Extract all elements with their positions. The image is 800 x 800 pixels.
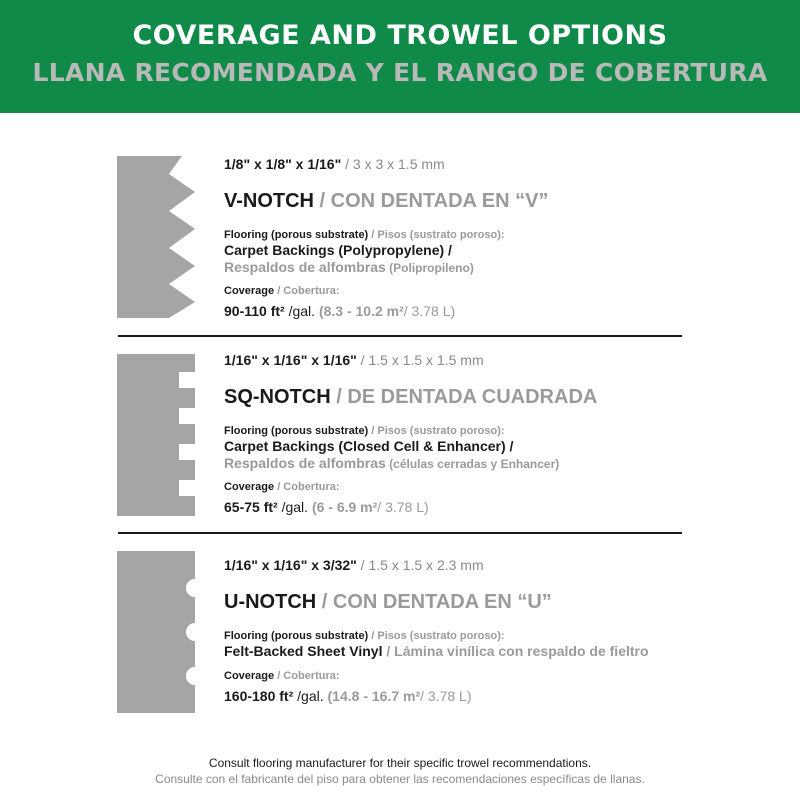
footer-note-english: Consult flooring manufacturer for their specific trowel recommendations. xyxy=(208,756,592,770)
v-notch-product-english: Carpet Backings (Polypropylene) / xyxy=(224,242,452,258)
u-notch-trowel-icon xyxy=(117,551,197,713)
u-notch-product: Felt-Backed Sheet Vinyl / Lámina vinílica con respaldo de fieltro xyxy=(224,643,649,659)
u-notch-flooring-label: Flooring (porous substrate) / Pisos (sustrato poroso): xyxy=(224,630,505,642)
header-banner xyxy=(0,0,800,113)
v-notch-flooring-label: Flooring (porous substrate) / Pisos (sustrato poroso): xyxy=(224,229,505,241)
sq-notch-product-english: Carpet Backings (Closed Cell & Enhancer) / xyxy=(224,438,514,454)
u-notch-name: U-NOTCH / CON DENTADA EN “U” xyxy=(224,591,552,613)
footer-note-spanish: Consulte con el fabricante del piso para obtener las recomendaciones específicas de llanas. xyxy=(155,772,645,786)
u-notch-coverage-label: Coverage / Cobertura: xyxy=(224,670,340,682)
u-notch-coverage: 160-180 ft² /gal. (14.8 - 16.7 m²/ 3.78 L) xyxy=(224,688,472,704)
sq-notch-coverage: 65-75 ft² /gal. (6 - 6.9 m²/ 3.78 L) xyxy=(224,499,429,515)
section-divider xyxy=(118,335,682,337)
v-notch-coverage-label: Coverage / Cobertura: xyxy=(224,285,340,297)
sq-notch-coverage-label: Coverage / Cobertura: xyxy=(224,481,340,493)
title-english: COVERAGE AND TROWEL OPTIONS xyxy=(132,20,668,51)
sq-notch-dimensions: 1/16" x 1/16" x 1/16" / 1.5 x 1.5 x 1.5 mm xyxy=(224,352,484,368)
v-notch-trowel-icon xyxy=(117,156,197,318)
sq-notch-name: SQ-NOTCH / DE DENTADA CUADRADA xyxy=(224,386,598,408)
sq-notch-product-spanish: Respaldos de alfombras (células cerradas y Enhancer) xyxy=(224,455,560,471)
v-notch-name: V-NOTCH / CON DENTADA EN “V” xyxy=(224,190,549,212)
square-notch-trowel-icon xyxy=(117,354,197,516)
sq-notch-flooring-label: Flooring (porous substrate) / Pisos (sustrato poroso): xyxy=(224,425,505,437)
v-notch-product-spanish: Respaldos de alfombras (Polipropileno) xyxy=(224,259,474,275)
v-notch-dimensions: 1/8" x 1/8" x 1/16" / 3 x 3 x 1.5 mm xyxy=(224,156,445,172)
u-notch-dimensions: 1/16" x 1/16" x 3/32" / 1.5 x 1.5 x 2.3 mm xyxy=(224,557,484,573)
title-spanish: LLANA RECOMENDADA Y EL RANGO DE COBERTURA xyxy=(32,58,768,87)
v-notch-coverage: 90-110 ft² /gal. (8.3 - 10.2 m²/ 3.78 L) xyxy=(224,303,456,319)
section-divider xyxy=(118,532,682,534)
